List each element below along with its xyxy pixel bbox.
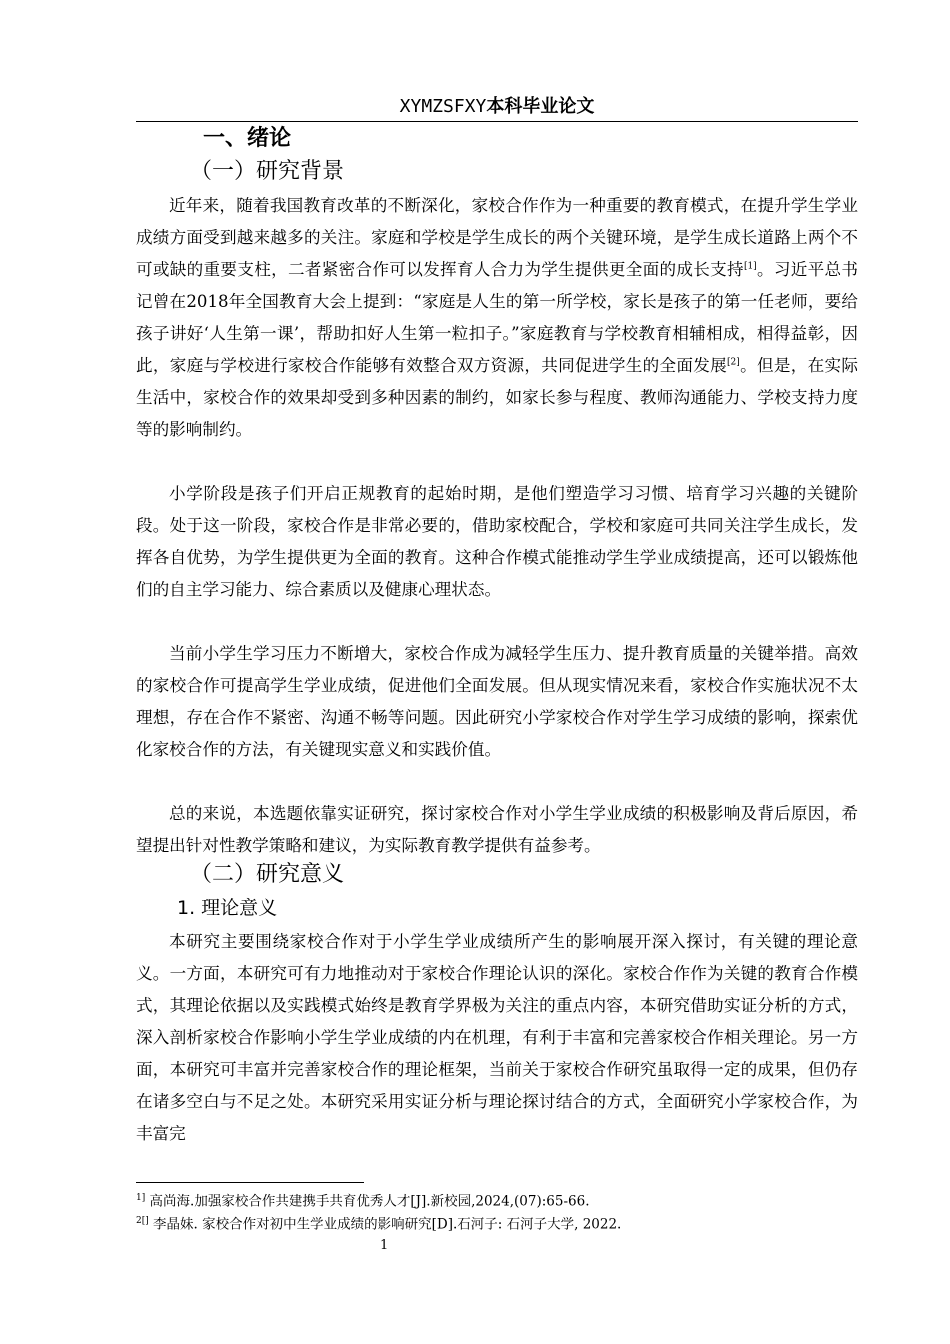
paragraph-5: 本研究主要围绕家校合作对于小学生学业成绩所产生的影响展开深入探讨，有关键的理论意义。一方面，本研究可有力地推动对于家校合作理论认识的深化。家校合作作为关键的教育合作模式，其理论依据以及实践模式始终是教育学界极为关注的重点内容，本研究借助实证分析的方式，深入剖析家校合作影响小学生学业成绩的内在机理，有利于丰富和完善家校合作相关理论。另一方面，本研究可丰富并完善家校合作的理论框架，当前关于家校合作研究虽取得一定的成果，但仍存在诸多空白与不足之处。本研究采用实证分析与理论探讨结合的方式，全面研究小学家校合作，为丰富完 [136,932,858,1143]
paragraph-1 [136,190,858,446]
footnote-2-text: 李晶妹. 家校合作对初中生学业成绩的影响研究[D].石河子: 石河子大学, 2022. [153,1216,622,1233]
paragraph-2: 小学阶段是孩子们开启正规教育的起始时期，是他们塑造学习习惯、培育学习兴趣的关键阶段。处于这一阶段，家校合作是非常必要的，借助家校配合，学校和家庭可共同关注学生成长，发挥各自优势，为学生提供更为全面的教育。这种合作模式能推动学生学业成绩提高，还可以锻炼他们的自主学习能力、综合素质以及健康心理状态。 [136,484,858,599]
section-heading-significance: （二）研究意义 [190,862,345,887]
footnote-separator [136,1182,364,1183]
paragraph-1-part-c: 。但是，在实际生活中，家校合作的效果却受到多种因素的制约，如家长参与程度、教师沟通能力、学校支持力度等的影响制约。 [136,356,859,439]
running-header [136,94,858,120]
citation-1: [1] [743,261,757,272]
subsection-heading-theory: 1. 理论意义 [177,897,278,919]
footnote-1 [136,1188,858,1212]
citation-2: [2] [727,357,740,368]
footnote-2 [136,1211,858,1235]
paragraph-3: 当前小学生学习压力不断增大，家校合作成为减轻学生压力、提升教育质量的关键举措。高效的家校合作可提高学生学业成绩，促进他们全面发展。但从现实情况来看，家校合作实施状况不太理想，存在合作不紧密、沟通不畅等问题。因此研究小学家校合作对学生学习成绩的影响，探索优化家校合作的方法，有关键现实意义和实践价值。 [136,644,858,759]
chapter-heading: 一、绪论 [203,126,292,151]
footnote-1-text: 高尚海.加强家校合作共建携手共育优秀人才[J].新校园,2024,(07):65-66. [149,1193,590,1210]
header-school-code: XYMZSFXY [399,96,487,117]
header-rule [136,121,858,122]
page-number: 1 [380,1238,389,1253]
paragraph-1-part-a: 近年来，随着我国教育改革的不断深化，家校合作作为一种重要的教育模式，在提升学生学业成绩方面受到越来越多的关注。家庭和学校是学生成长的两个关键环境，是学生成长道路上两个不可或缺的重要支柱，二者紧密合作可以发挥育人合力为学生提供更全面的成长支持 [136,196,858,279]
header-title: 本科毕业论文 [486,96,595,117]
footnote-1-mark: 1] [136,1193,146,1203]
footnote-2-mark: 2[] [136,1216,149,1226]
paragraph-4: 总的来说，本选题依靠实证研究，探讨家校合作对小学生学业成绩的积极影响及背后原因，希望提出针对性教学策略和建议，为实际教育教学提供有益参考。 [136,804,858,855]
section-heading-background: （一）研究背景 [190,159,345,184]
paragraph-1-part-b: 。习近平总书记曾在2018年全国教育大会上提到：“家庭是人生的第一所学校，家长是孩子的第一任老师，要给孩子讲好‘人生第一课’，帮助扣好人生第一粒扣子。”家庭教育与学校教育相辅相成，相得益彰，因此，家庭与学校进行家校合作能够有效整合双方资源，共同促进学生的全面发展 [136,260,859,375]
